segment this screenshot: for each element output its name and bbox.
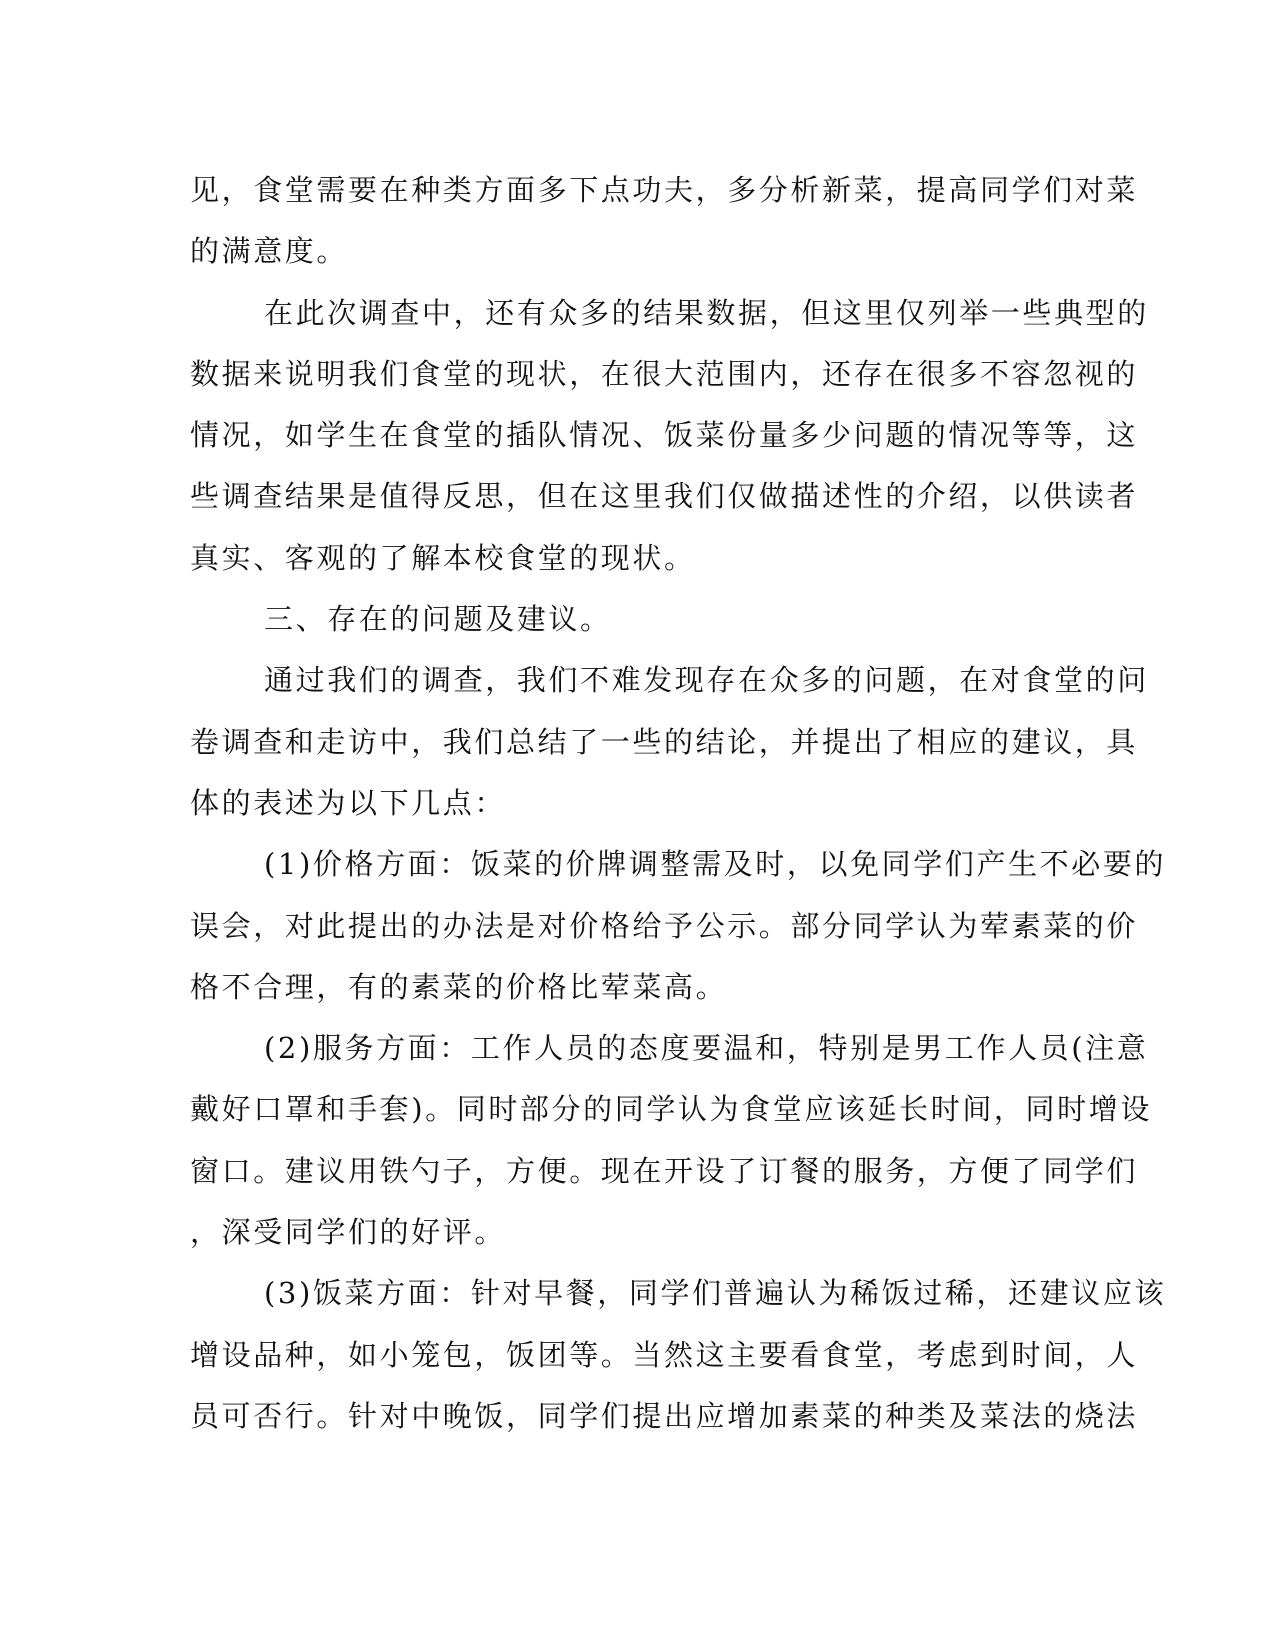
text-line: 在此次调查中，还有众多的结果数据，但这里仅列举一些典型的 bbox=[264, 295, 1149, 330]
text-line: ，深受同学们的好评。 bbox=[190, 1215, 507, 1250]
text-line: 体的表述为以下几点： bbox=[190, 785, 507, 820]
text-line: 见，食堂需要在种类方面多下点功夫，多分析新菜，提高同学们对菜 bbox=[190, 173, 1139, 207]
text-line: 员可否行。针对中晚饭，同学们提出应增加素菜的种类及菜法的烧法 bbox=[190, 1398, 1139, 1433]
text-line: 格不合理，有的素菜的价格比荤菜高。 bbox=[190, 969, 728, 1004]
text-line: 戴好口罩和手套)。同时部分的同学认为食堂应该延长时间，同时增设 bbox=[190, 1092, 1152, 1127]
text-line: (3)饭菜方面：针对早餐，同学们普遍认为稀饭过稀，还建议应该 bbox=[264, 1276, 1167, 1311]
text-line: 增设品种，如小笼包，饭团等。当然这主要看食堂，考虑到时间，人 bbox=[190, 1337, 1139, 1372]
text-line: 真实、客观的了解本校食堂的现状。 bbox=[190, 540, 696, 575]
text-line: 些调查结果是值得反思，但在这里我们仅做描述性的介绍，以供读者 bbox=[190, 479, 1139, 514]
section-heading: 三、存在的问题及建议。 bbox=[264, 602, 612, 637]
text-line: 的满意度。 bbox=[190, 234, 349, 269]
text-line: 数据来说明我们食堂的现状，在很大范围内，还存在很多不容忽视的 bbox=[190, 356, 1139, 391]
text-line: 窗口。建议用铁勺子，方便。现在开设了订餐的服务，方便了同学们 bbox=[190, 1153, 1139, 1188]
text-line: (1)价格方面：饭菜的价牌调整需及时，以免同学们产生不必要的 bbox=[264, 847, 1167, 882]
document-body bbox=[190, 160, 1167, 1447]
text-line: (2)服务方面：工作人员的态度要温和，特别是男工作人员(注意 bbox=[264, 1031, 1149, 1066]
text-line: 情况，如学生在食堂的插队情况、饭菜份量多少问题的情况等等，这 bbox=[190, 418, 1139, 453]
text-line: 卷调查和走访中，我们总结了一些的结论，并提出了相应的建议，具 bbox=[190, 724, 1139, 759]
text-line: 通过我们的调查，我们不难发现存在众多的问题，在对食堂的问 bbox=[264, 663, 1149, 698]
text-line: 误会，对此提出的办法是对价格给予公示。部分同学认为荤素菜的价 bbox=[190, 908, 1139, 943]
